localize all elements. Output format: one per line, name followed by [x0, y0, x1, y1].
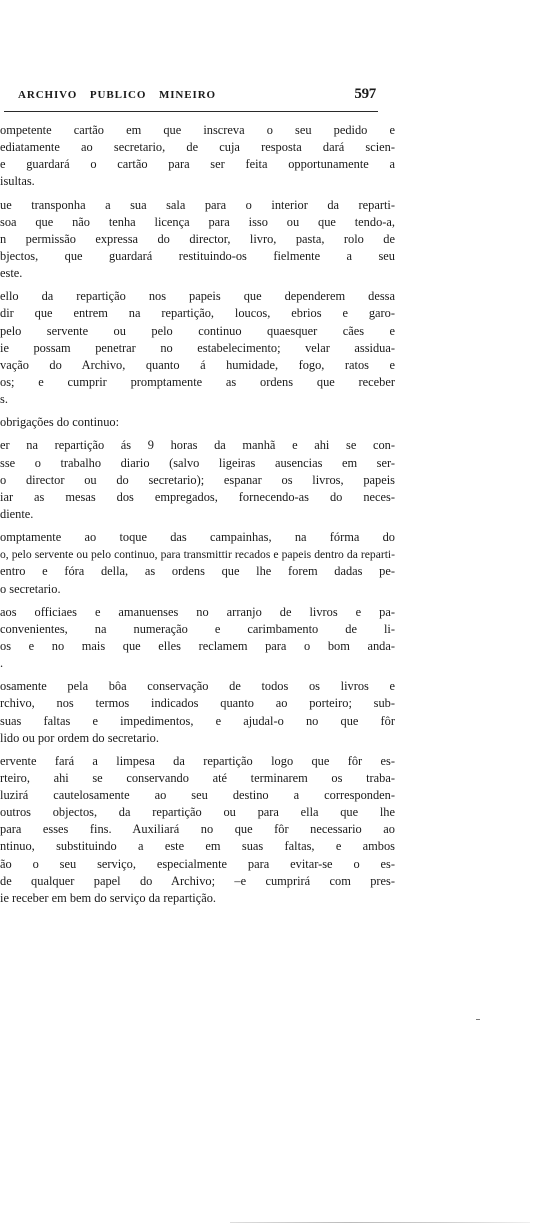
- text-line: .: [0, 656, 4, 671]
- text-line: ão o seu serviço, especialmente para evitar-se o es-: [0, 856, 395, 871]
- header-rule: [4, 111, 378, 112]
- text-line: pelo servente ou pelo continuo quaesquer cães e: [0, 323, 395, 338]
- text-line: este.: [0, 266, 23, 281]
- text-line: bjectos, que guardará restituindo-os fielmente a seu: [0, 248, 395, 263]
- text-line: ntinuo, substituindo a este em suas faltas, e ambos: [0, 839, 395, 854]
- text-line: o director ou do secretario); espanar os livros, papeis: [0, 472, 395, 487]
- paragraph: [0, 753, 395, 907]
- text-line: ervente fará a limpesa da repartição logo que fôr es-: [0, 753, 395, 768]
- body-text: [0, 122, 395, 907]
- paragraph: [0, 414, 395, 431]
- text-line: ello da repartição nos papeis que dependerem dessa: [0, 289, 395, 304]
- text-line: entro e fóra della, as ordens que lhe forem dadas pe-: [0, 564, 395, 579]
- text-line: para esses fins. Auxiliará no que fôr necessario ao: [0, 822, 395, 837]
- paragraph: [0, 529, 395, 598]
- text-line: diente.: [0, 506, 34, 521]
- paragraph: [0, 288, 395, 408]
- text-line: er na repartição ás 9 horas da manhã e ahi se con-: [0, 438, 395, 453]
- text-line: ue transponha a sua sala para o interior da reparti-: [0, 197, 395, 212]
- paragraph: [0, 437, 395, 523]
- text-line: o secretario.: [0, 581, 61, 596]
- text-line: e guardará o cartão para ser feita opportunamente a: [0, 157, 395, 172]
- running-title: ARCHIVO PUBLICO MINEIRO: [18, 89, 216, 101]
- paragraph: [0, 197, 395, 283]
- text-line: s.: [0, 392, 8, 407]
- text-line: ediatamente ao secretario, de cuja resposta dará scien-: [0, 140, 395, 155]
- text-line: dir que entrem na repartição, loucos, ebrios e garo-: [0, 306, 395, 321]
- text-line: os; e cumprir promptamente as ordens que receber: [0, 374, 395, 389]
- text-line: rchivo, nos termos indicados quanto ao porteiro; sub-: [0, 696, 395, 711]
- paragraph: [0, 122, 395, 191]
- paragraph: [0, 604, 395, 673]
- text-line: vação do Archivo, quanto á humidade, fogo, ratos e: [0, 357, 395, 372]
- text-line: osamente pela bôa conservação de todos os livros e: [0, 679, 395, 694]
- text-line: soa que não tenha licença para isso ou que tendo-a,: [0, 214, 395, 229]
- text-line: lido ou por ordem do secretario.: [0, 730, 159, 745]
- text-line: aos officiaes e amanuenses no arranjo de livros e pa-: [0, 604, 395, 619]
- text-line: ompetente cartão em que inscreva o seu pedido e: [0, 123, 395, 137]
- text-line: convenientes, na numeração e carimbamento de li-: [0, 621, 395, 636]
- text-line: iar as mesas dos empregados, fornecendo-as do neces-: [0, 489, 395, 504]
- text-line: luzirá cautelosamente ao seu destino a corresponden-: [0, 788, 395, 803]
- text-line: n permissão expressa do director, livro, pasta, rolo de: [0, 231, 395, 246]
- paragraph: [0, 678, 395, 747]
- text-line: os e no mais que elles reclamem para o bom anda-: [0, 638, 395, 653]
- page-number: 597: [354, 86, 376, 102]
- text-line: isultas.: [0, 174, 35, 189]
- margin-mark: [476, 1019, 480, 1020]
- text-line: omptamente ao toque das campainhas, na fórma do: [0, 530, 395, 545]
- text-line: outros objectos, da repartição ou para ella que lhe: [0, 805, 395, 820]
- text-line: obrigações do continuo:: [0, 415, 120, 430]
- text-line: rteiro, ahi se conservando até terminarem os traba-: [0, 770, 395, 785]
- text-line: de qualquer papel do Archivo; –e cumprirá com pres-: [0, 873, 395, 888]
- scan-edge: [230, 1222, 530, 1223]
- text-line: suas faltas e impedimentos, e ajudal-o no que fôr: [0, 713, 395, 728]
- page-header: [4, 86, 376, 106]
- text-line: ie receber em bem do serviço da repartição.: [0, 890, 217, 905]
- text-line: sse o trabalho diario (salvo ligeiras ausencias em ser-: [0, 455, 395, 470]
- text-line: ie possam penetrar no estabelecimento; velar assidua-: [0, 340, 395, 355]
- text-line: o, pelo servente ou pelo continuo, para transmittir recados e papeis dentro da reparti-: [0, 548, 395, 562]
